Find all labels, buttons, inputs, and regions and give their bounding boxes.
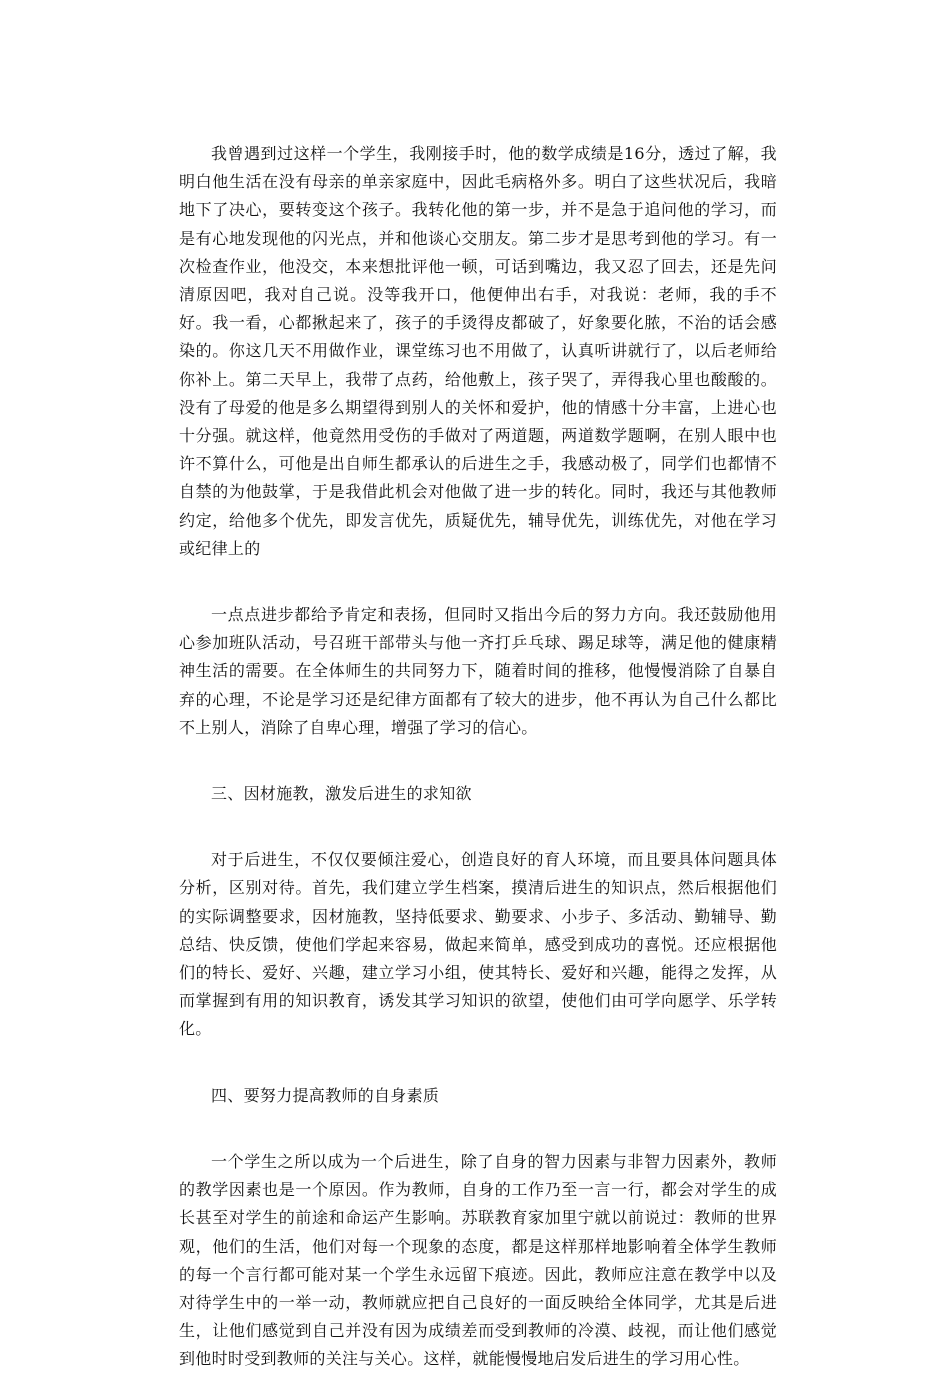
paragraph-teacher-quality: 一个学生之所以成为一个后进生，除了自身的智力因素与非智力因素外，教师的教学因素也是一个原因。作为教师，自身的工作乃至一言一行，都会对学生的成长甚至对学生的前途和命运产生影响。苏联教育家加里宁就以前说过：教师的世界观，他们的生活，他们对每一个现象的态度，都是这样那样地影响着全体学生教师的每一个言行都可能对某一个学生永远留下痕迹。因此，教师应注意在教学中以及对待学生中的一举一动，教师就应把自己良好的一面反映给全体同学，尤其是后进生，让他们感觉到自己并没有因为成绩差而受到教师的冷漠、歧视，而让他们感觉到他时时受到教师的关注与关心。这样，就能慢慢地启发后进生的学习用心性。	[179, 1151, 777, 1369]
section-heading-3: 三、因材施教，激发后进生的求知欲	[211, 784, 472, 804]
paragraph-gap	[179, 808, 777, 846]
paragraph-teaching-methods: 对于后进生，不仅仅要倾注爱心，创造良好的育人环境，而且要具体问题具体分析，区别对待。首先，我们建立学生档案，摸清后进生的知识点，然后根据他们的实际调整要求，因材施教，坚持低要求、勤要求、小步子、多活动、勤辅导、勤总结、快反馈，使他们学起来容易，做起来简单，感受到成功的喜悦。还应根据他们的特长、爱好、兴趣，建立学习小组，使其特长、爱好和兴趣，能得之发挥，从而掌握到有用的知识教育，诱发其学习知识的欲望，使他们由可学向愿学、乐学转化。	[179, 850, 777, 1039]
paragraph-gap	[179, 1110, 777, 1148]
paragraph-gap	[179, 563, 777, 601]
paragraph-gap	[179, 742, 777, 780]
document-body	[179, 140, 777, 1374]
paragraph-student-story: 我曾遇到过这样一个学生，我刚接手时，他的数学成绩是16分，透过了解，我明白他生活在没有母亲的单亲家庭中，因此毛病格外多。明白了这些状况后，我暗地下了决心，要转变这个孩子。我转化他的第一步，并不是急于追问他的学习，而是有心地发现他的闪光点，并和他谈心交朋友。第二步才是思考到他的学习。有一次检查作业，他没交，本来想批评他一顿，可话到嘴边，我又忍了回去，还是先问清原因吧，我对自己说。没等我开口，他便伸出右手，对我说：老师，我的手不好。我一看，心都揪起来了，孩子的手烫得皮都破了，好象要化脓，不治的话会感染的。你这几天不用做作业，课堂练习也不用做了，认真听讲就行了，以后老师给你补上。第二天早上，我带了点药，给他敷上，孩子哭了，弄得我心里也酸酸的。没有了母爱的他是多么期望得到别人的关怀和爱护，他的情感十分丰富，上进心也十分强。就这样，他竟然用受伤的手做对了两道题，两道数学题啊，在别人眼中也许不算什么，可他是出自师生都承认的后进生之手，我感动极了，同学们也都情不自禁的为他鼓掌，于是我借此机会对他做了进一步的转化。同时，我还与其他教师约定，给他多个优先，即发言优先，质疑优先，辅导优先，训练优先，对他在学习或纪律上的	[179, 144, 777, 558]
paragraph-gap	[179, 1044, 777, 1082]
paragraph-progress: 一点点进步都给予肯定和表扬，但同时又指出今后的努力方向。我还鼓励他用心参加班队活动，号召班干部带头与他一齐打乒乓球、踢足球等，满足他的健康精神生活的需要。在全体师生的共同努力下，随着时间的推移，他慢慢消除了自暴自弃的心理，不论是学习还是纪律方面都有了较大的进步，他不再认为自己什么都比不上别人，消除了自卑心理，增强了学习的信心。	[179, 605, 777, 737]
section-heading-4: 四、要努力提高教师的自身素质	[211, 1085, 440, 1105]
